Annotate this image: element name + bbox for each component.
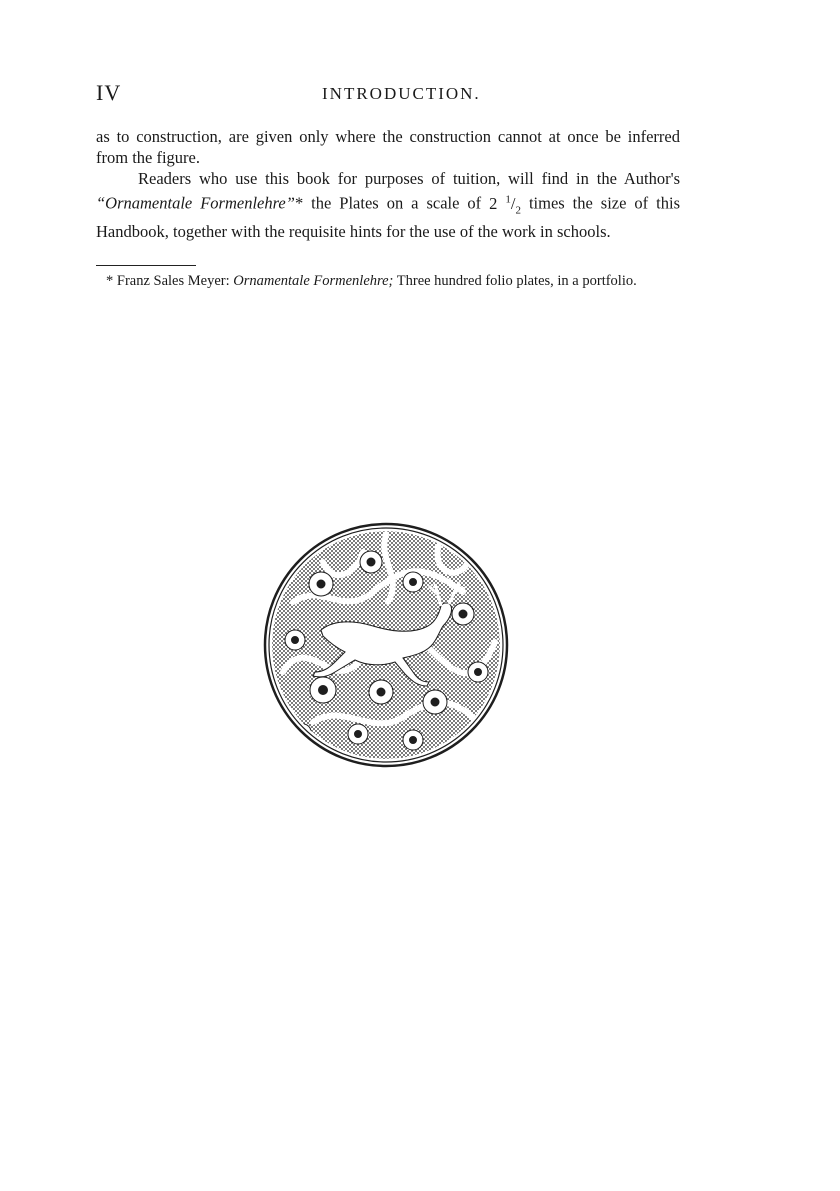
ornamental-medallion xyxy=(263,522,509,768)
footnote-rest: Three hundred folio plates, in a portfolio. xyxy=(393,273,637,289)
fraction: 2 $^1/_2$ xyxy=(489,193,521,216)
paragraph-2-start: Readers who use this book for purposes of tuition, will find in the Author's xyxy=(138,169,680,188)
footnote-author: Franz Sales Meyer: xyxy=(113,273,234,289)
paragraph-2-end: times the size of this Handbook, together with the requisite hints for the use of the work in schools. xyxy=(96,193,680,241)
paragraph-1: as to construction, are given only where the construction cannot at once be inferred from the figure. xyxy=(96,127,680,167)
fraction-whole: 2 xyxy=(489,193,498,213)
footnote xyxy=(96,272,680,291)
footnote-marker-text: * xyxy=(106,273,114,289)
fraction-denominator: 2 xyxy=(515,203,521,216)
running-head: INTRODUCTION. xyxy=(322,84,481,103)
body-text xyxy=(96,126,680,242)
page-number: IV xyxy=(96,80,122,105)
footnote-marker: * xyxy=(294,193,304,213)
book-title: “Ornamentale Formenlehre” xyxy=(96,193,295,213)
paragraph-2 xyxy=(96,168,680,242)
footnote-rule xyxy=(96,265,196,266)
footnote-title: Ornamentale Formenlehre; xyxy=(233,273,394,289)
paragraph-2-middle: the Plates on a scale of xyxy=(303,193,490,213)
fraction-numerator: 1 xyxy=(505,193,511,205)
